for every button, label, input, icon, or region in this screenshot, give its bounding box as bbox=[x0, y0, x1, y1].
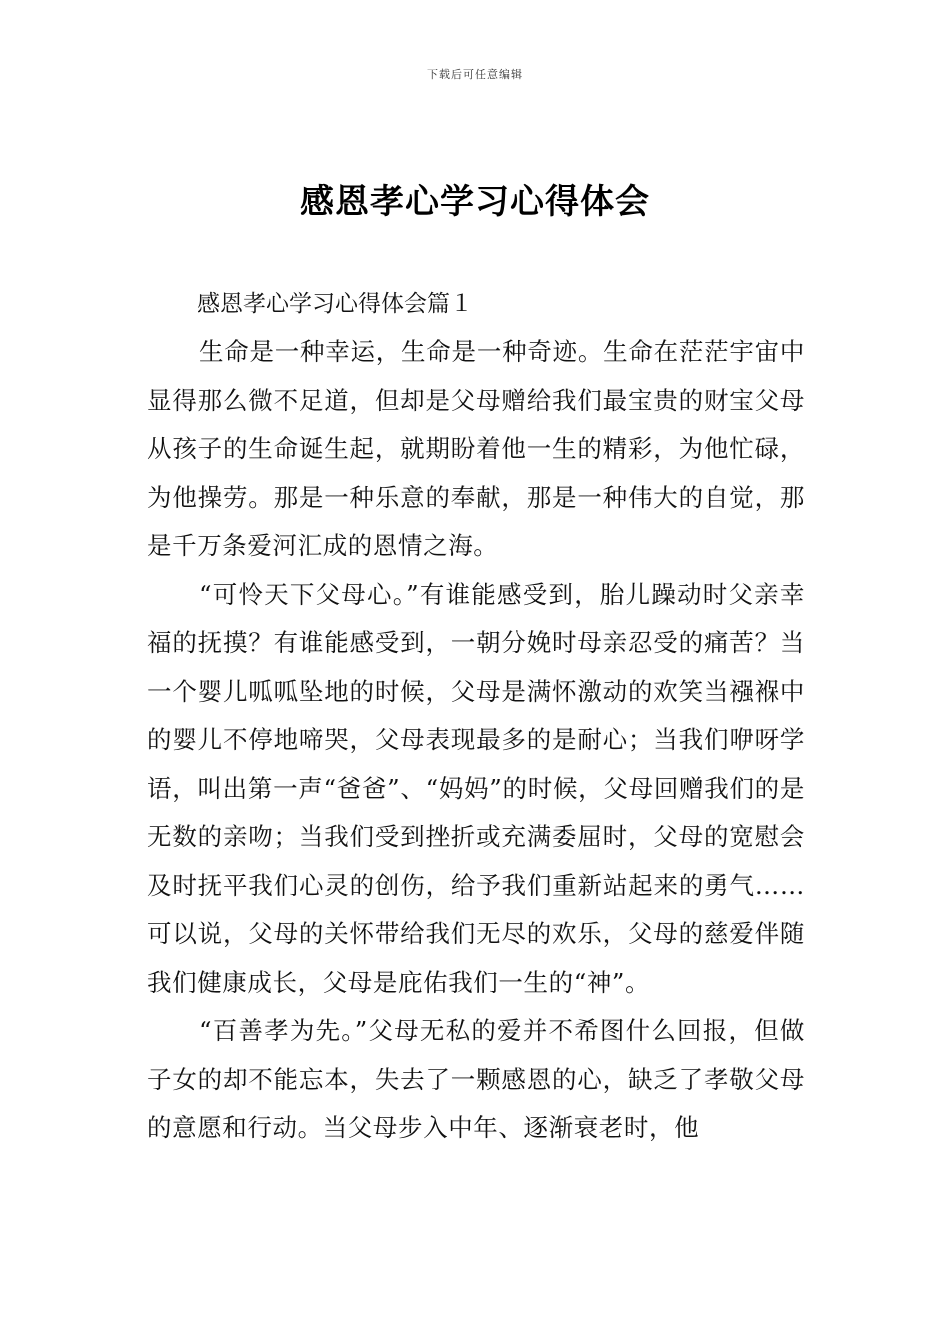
paragraph-1: 生命是一种幸运，生命是一种奇迹。生命在茫茫宇宙中显得那么微不足道，但却是父母赠给我们最宝贵的财宝父母从孩子的生命诞生起，就期盼着他一生的精彩，为他忙碌，为他操劳。那是一种乐意的奉献，那是一种伟大的自觉，那是千万条爱河汇成的恩情之海。 bbox=[147, 337, 805, 560]
paragraph-2: “可怜天下父母心。”有谁能感受到，胎儿躁动时父亲幸福的抚摸？有谁能感受到，一朝分娩时母亲忍受的痛苦？当一个婴儿呱呱坠地的时候，父母是满怀激动的欢笑当襁褓中的婴儿不停地啼哭，父母表现最多的是耐心；当我们咿呀学语，叫出第一声“爸爸”、“妈妈”的时候，父母回赠我们的是无数的亲吻；当我们受到挫折或充满委屈时，父母的宽慰会及时抚平我们心灵的创伤，给予我们重新站起来的勇气……可以说，父母的关怀带给我们无尽的欢乐，父母的慈爱伴随我们健康成长，父母是庇佑我们一生的“神”。 bbox=[147, 579, 805, 997]
document-body bbox=[147, 280, 805, 1153]
paragraph-3: “百善孝为先。”父母无私的爱并不希图什么回报，但做子女的却不能忘本，失去了一颗感恩的心，缺乏了孝敬父母的意愿和行动。当父母步入中年、逐渐衰老时，他 bbox=[147, 1016, 805, 1142]
header-note: 下载后可任意编辑 bbox=[427, 68, 523, 81]
document-title: 感恩孝心学习心得体会 bbox=[300, 182, 650, 222]
section-heading: 感恩孝心学习心得体会篇１ bbox=[197, 291, 473, 317]
